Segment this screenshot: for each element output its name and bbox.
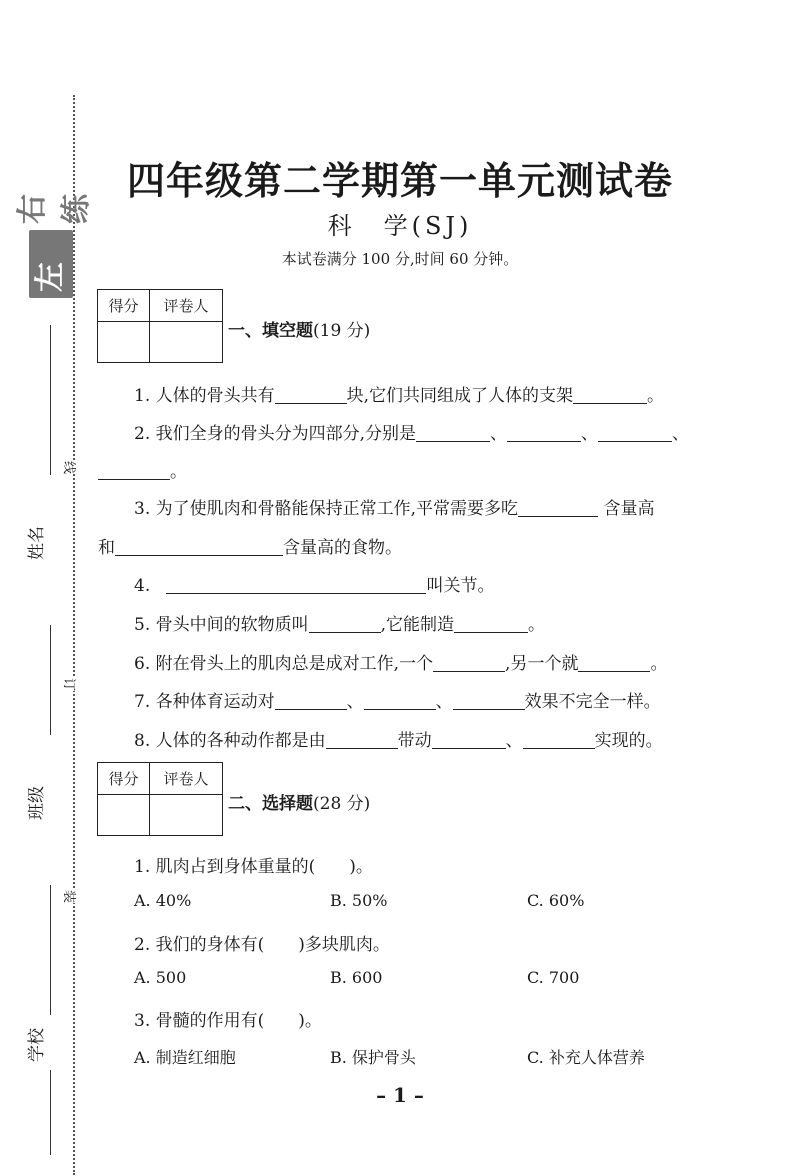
answer-blank[interactable] (166, 575, 426, 594)
brand-left-text: 左记 (29, 230, 73, 298)
fill-question-3-cont: 和 含量高的食物。 (98, 538, 402, 558)
score-header: 得分 (98, 763, 150, 795)
answer-blank[interactable] (364, 691, 436, 710)
answer-blank[interactable] (518, 498, 598, 517)
answer-blank[interactable] (578, 653, 650, 672)
choice-option-3b[interactable]: B. 保护骨头 (330, 1048, 416, 1067)
answer-blank[interactable] (598, 423, 672, 442)
answer-blank[interactable] (454, 614, 528, 633)
answer-blank[interactable] (523, 730, 595, 749)
choice-option-2a[interactable]: A. 500 (134, 968, 187, 987)
score-cell[interactable] (98, 322, 150, 362)
choice-option-1a[interactable]: A. 40% (134, 891, 192, 910)
fill-question-7: 7. 各种体育运动对 、 、 效果不完全一样。 (134, 692, 661, 712)
choice-option-1b[interactable]: B. 50% (330, 891, 388, 910)
answer-blank[interactable] (115, 537, 283, 556)
fill-question-1: 1. 人体的骨头共有 块,它们共同组成了人体的支架 。 (134, 386, 665, 406)
brand-right-text: 右练 (15, 194, 94, 224)
cut-word-xian: 线 (59, 461, 82, 474)
answer-blank[interactable] (433, 653, 505, 672)
answer-blank[interactable] (416, 423, 490, 442)
answer-blank[interactable] (98, 461, 170, 480)
answer-blank[interactable] (309, 614, 381, 633)
choice-question-2: 2. 我们的身体有( )多块肌肉。 (134, 935, 390, 955)
answer-blank[interactable] (432, 730, 506, 749)
score-header: 得分 (98, 290, 150, 322)
score-table-1 (97, 289, 223, 363)
section-1-title: 一、填空题(19 分) (228, 321, 371, 341)
answer-blank[interactable] (507, 423, 581, 442)
fill-question-8: 8. 人体的各种动作都是由 带动 、 实现的。 (134, 731, 663, 751)
choice-question-3: 3. 骨髓的作用有( )。 (134, 1011, 322, 1031)
fill-question-5: 5. 骨头中间的软物质叫 ,它能制造 。 (134, 615, 546, 635)
grader-header: 评卷人 (150, 290, 222, 322)
cut-word-ding: 订 (59, 678, 82, 691)
name-line (50, 325, 51, 475)
score-table-2 (97, 762, 223, 836)
school-line (50, 885, 51, 1015)
choice-option-1c[interactable]: C. 60% (527, 891, 585, 910)
choice-question-1: 1. 肌肉占到身体重量的( )。 (134, 857, 373, 877)
answer-blank[interactable] (275, 691, 347, 710)
cut-word-zhuang: 装 (59, 890, 82, 903)
answer-blank[interactable] (573, 385, 647, 404)
fill-question-2-cont: 。 (98, 457, 187, 482)
answer-blank[interactable] (453, 691, 525, 710)
grader-header: 评卷人 (150, 763, 222, 795)
score-cell[interactable] (98, 795, 150, 835)
choice-option-2b[interactable]: B. 600 (330, 968, 383, 987)
answer-blank[interactable] (275, 385, 347, 404)
choice-option-3c[interactable]: C. 补充人体营养 (527, 1048, 645, 1067)
subject-title: 科 学(SJ) (327, 212, 473, 240)
fill-question-3: 3. 为了使肌肉和骨骼能保持正常工作,平常需要多吃 含量高 (134, 499, 655, 519)
choice-option-2c[interactable]: C. 700 (527, 968, 580, 987)
name-label: 姓名 (27, 526, 47, 560)
page-number: – 1 – (376, 1083, 424, 1107)
answer-blank[interactable] (326, 730, 398, 749)
choice-option-3a[interactable]: A. 制造红细胞 (134, 1048, 236, 1067)
class-label: 班级 (27, 786, 47, 820)
fill-question-4: 4. 叫关节。 (134, 576, 495, 596)
fill-question-2: 2. 我们全身的骨头分为四部分,分别是 、 、 、 (134, 424, 690, 444)
grader-cell[interactable] (150, 795, 222, 835)
page-title: 四年级第二学期第一单元测试卷 (126, 158, 673, 203)
class-line (50, 625, 51, 735)
grader-cell[interactable] (150, 322, 222, 362)
fill-question-6: 6. 附在骨头上的肌肉总是成对工作,一个 ,另一个就 。 (134, 654, 668, 674)
exam-note: 本试卷满分 100 分,时间 60 分钟。 (281, 250, 519, 268)
school-label: 学校 (27, 1028, 47, 1062)
section-2-title: 二、选择题(28 分) (228, 794, 371, 814)
